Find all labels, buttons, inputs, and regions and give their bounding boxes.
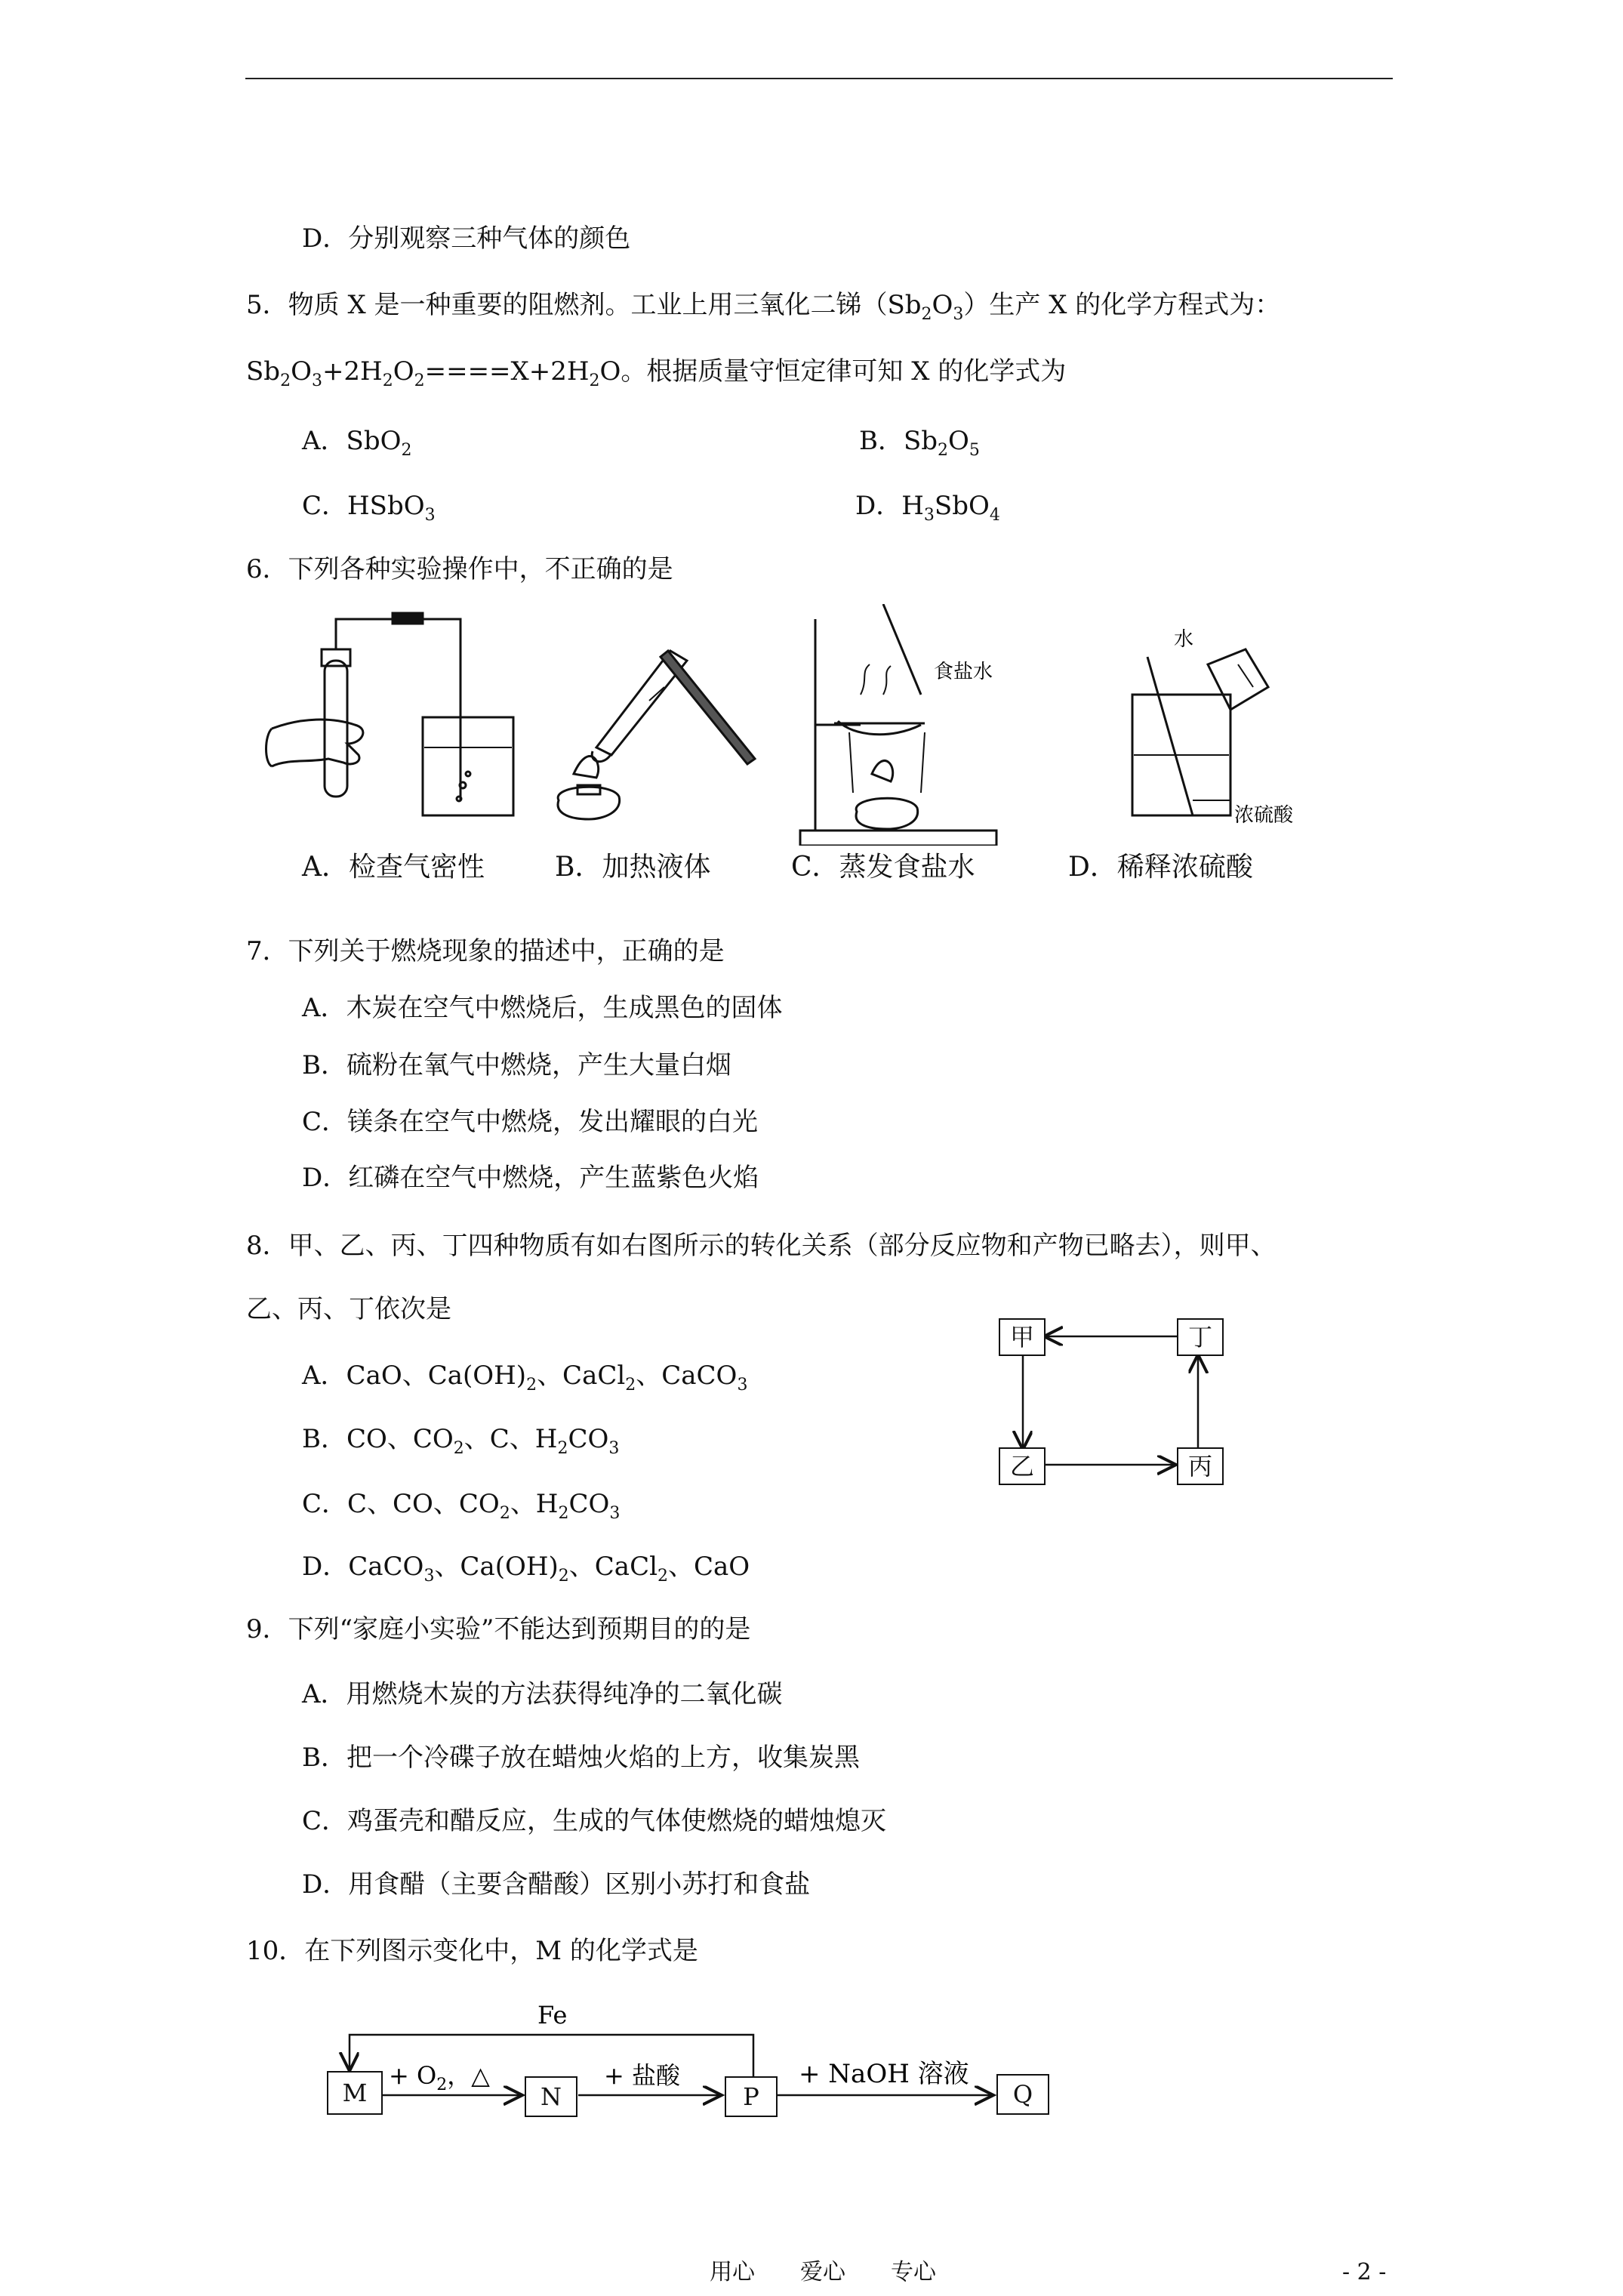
node-m: M xyxy=(327,2071,383,2115)
q6-caption-a: A．检查气密性 xyxy=(302,852,485,883)
q5-equation: $Sb_2O_3+2H_2O_2====X+2H_2O$。根据质量守恒定律可知 X 的化学式为 xyxy=(246,356,1067,390)
fe-label: Fe xyxy=(537,2001,568,2029)
q10-stem: 10．在下列图示变化中，M 的化学式是 xyxy=(246,1936,698,1966)
q6-caption-d: D．稀释浓硫酸 xyxy=(1068,852,1253,883)
q9-stem: 9．下列“家庭小实验”不能达到预期目的的是 xyxy=(246,1614,751,1644)
arrow2-label: + 盐酸 xyxy=(604,2061,680,2090)
node-q: Q xyxy=(996,2074,1049,2115)
q7-stem: 7．下列关于燃烧现象的描述中，正确的是 xyxy=(246,936,725,966)
q7-option-c: C．镁条在空气中燃烧，发出耀眼的白光 xyxy=(302,1107,759,1137)
node-n: N xyxy=(525,2076,577,2117)
airtightness-apparatus-icon xyxy=(266,613,514,815)
q8-option-b: B．CO、$CO_2$、C、$H_2CO_3$ xyxy=(302,1424,620,1458)
q9-option-b: B．把一个冷碟子放在蜡烛火焰的上方，收集炭黑 xyxy=(302,1743,860,1773)
arrow1-label: + $O_2$，△ xyxy=(389,2061,490,2094)
q9-option-d: D．用食醋（主要含醋酸）区别小苏打和食盐 xyxy=(302,1869,811,1900)
conc-acid-label: 浓硫酸 xyxy=(1234,804,1294,827)
q10-reaction-diagram xyxy=(325,1993,1079,2129)
q6-apparatus-figure xyxy=(257,604,1336,846)
q4-option-d: D．分别观察三种气体的颜色 xyxy=(302,223,631,254)
node-ding: 丁 xyxy=(1177,1318,1224,1356)
q8-option-a: A．CaO、$Ca(OH)_2$、CaCl$_2$、CaCO$_3$ xyxy=(302,1361,748,1395)
q9-option-a: A．用燃烧木炭的方法获得纯净的二氧化碳 xyxy=(302,1679,783,1709)
footer-motto: 用心 爱心 专心 xyxy=(710,2259,936,2285)
water-label: 水 xyxy=(1174,628,1194,651)
page-number: - 2 - xyxy=(1342,2259,1387,2285)
q7-option-b: B．硫粉在氧气中燃烧，产生大量白烟 xyxy=(302,1050,731,1080)
dilution-apparatus-icon xyxy=(1132,649,1268,815)
q5-option-b: B．$Sb_2O_5$ xyxy=(859,426,980,460)
q6-caption-c: C．蒸发食盐水 xyxy=(791,852,975,883)
q7-option-d: D．红磷在空气中燃烧，产生蓝紫色火焰 xyxy=(302,1163,759,1193)
q5-option-c: C．HSbO$_3$ xyxy=(302,491,436,525)
heating-liquid-apparatus-icon xyxy=(558,651,755,819)
node-p: P xyxy=(725,2076,778,2117)
q6-stem: 6．下列各种实验操作中，不正确的是 xyxy=(246,554,673,584)
q8-stem-line1: 8．甲、乙、丙、丁四种物质有如右图所示的转化关系（部分反应物和产物已略去），则甲、 xyxy=(246,1231,1277,1261)
node-jia: 甲 xyxy=(999,1318,1046,1356)
evaporation-apparatus-icon xyxy=(800,604,996,846)
header-rule xyxy=(245,78,1393,79)
salt-water-label: 食盐水 xyxy=(934,661,993,683)
node-bing: 丙 xyxy=(1177,1447,1224,1485)
q8-option-d: D．CaCO$_3$、$Ca(OH)_2$、CaCl$_2$、CaO xyxy=(302,1552,750,1586)
node-yi: 乙 xyxy=(999,1447,1046,1485)
q5-option-d: D．$H_3SbO_4$ xyxy=(855,491,1000,525)
q5-option-a: A．SbO$_2$ xyxy=(302,426,412,460)
q5-stem: 5．物质 X 是一种重要的阻燃剂。工业上用三氧化二锑$(Sb_2O_3)$生产 X 的化学方程式为： xyxy=(246,290,1281,324)
q7-option-a: A．木炭在空气中燃烧后，生成黑色的固体 xyxy=(302,993,783,1023)
q9-option-c: C．鸡蛋壳和醋反应，生成的气体使燃烧的蜡烛熄灭 xyxy=(302,1806,887,1836)
q8-stem-line2: 乙、丙、丁依次是 xyxy=(246,1294,451,1324)
q8-option-c: C．C、CO、$CO_2$、$H_2CO_3$ xyxy=(302,1489,621,1523)
arrow3-label: + NaOH 溶液 xyxy=(799,2059,969,2089)
q6-caption-b: B．加热液体 xyxy=(555,852,711,883)
